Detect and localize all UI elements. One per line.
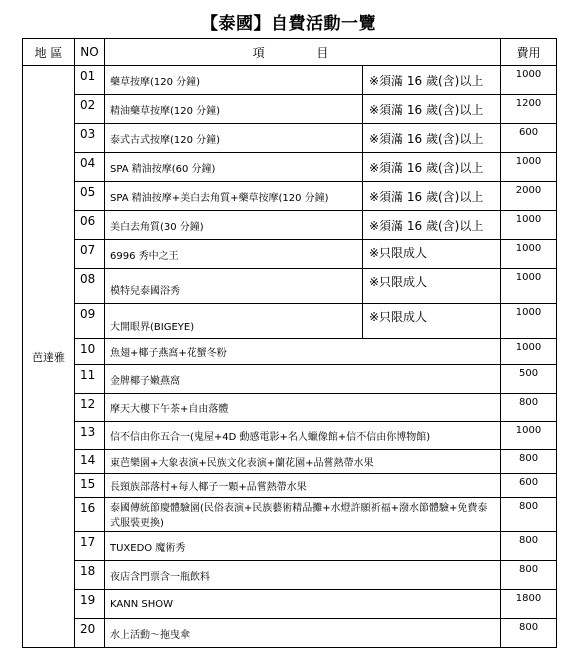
row-number: 02 [75,95,105,124]
item-note: ※只限成人 [363,240,501,269]
item-price: 1800 [501,590,557,619]
table-row [23,124,557,153]
row-number: 17 [75,532,105,561]
row-number: 07 [75,240,105,269]
row-number: 04 [75,153,105,182]
item-note: ※須滿 16 歲(含)以上 [363,66,501,95]
item-price: 1000 [501,304,557,339]
row-number: 10 [75,339,105,365]
page-title: 【泰國】自費活動一覽 [201,14,376,34]
item-name: 夜店含門票含一瓶飲料 [105,561,501,590]
row-number: 20 [75,619,105,648]
header-no: NO [75,39,105,66]
item-price: 800 [501,532,557,561]
item-name: 6996 秀中之王 [105,240,363,269]
table-row [23,66,557,95]
table-row [23,474,557,498]
item-note: ※須滿 16 歲(含)以上 [363,211,501,240]
table-row [23,590,557,619]
row-number: 12 [75,394,105,422]
row-number: 03 [75,124,105,153]
item-price: 2000 [501,182,557,211]
item-note: ※須滿 16 歲(含)以上 [363,95,501,124]
header-price: 費用 [501,39,557,66]
row-number: 16 [75,498,105,532]
item-name: TUXEDO 魔術秀 [105,532,501,561]
item-name: KANN SHOW [105,590,501,619]
item-name: 精油藥草按摩(120 分鐘) [105,95,363,124]
item-name: 金牌椰子嫩燕窩 [105,365,501,394]
item-price: 800 [501,619,557,648]
item-note: ※只限成人 [363,269,501,304]
item-name: 大開眼界(BIGEYE) [105,304,363,339]
row-number: 09 [75,304,105,339]
table-row [23,182,557,211]
item-price: 1000 [501,240,557,269]
table-row [23,561,557,590]
table-row [23,532,557,561]
item-price: 800 [501,450,557,474]
header-item: 項 目 [105,39,501,66]
item-note: ※須滿 16 歲(含)以上 [363,153,501,182]
item-note: ※須滿 16 歲(含)以上 [363,124,501,153]
table-row [23,95,557,124]
item-price: 1000 [501,211,557,240]
item-price: 1000 [501,422,557,450]
table-row [23,422,557,450]
table-row [23,365,557,394]
table-row [23,211,557,240]
item-name: 東芭樂園+大象表演+民族文化表演+蘭花園+品嘗熱帶水果 [105,450,501,474]
item-note: ※須滿 16 歲(含)以上 [363,182,501,211]
item-price: 600 [501,474,557,498]
item-price: 1000 [501,66,557,95]
item-price: 1000 [501,339,557,365]
item-name: 模特兒泰國浴秀 [105,269,363,304]
region-cell: 芭達雅 [23,66,75,648]
table-row [23,304,557,339]
table-row [23,619,557,648]
table-row [23,153,557,182]
table-row [23,339,557,365]
item-name: 信不信由你五合一(鬼屋+4D 動感電影+名人蠟像館+信不信由你博物館) [105,422,501,450]
item-note: ※只限成人 [363,304,501,339]
row-number: 13 [75,422,105,450]
item-price: 500 [501,365,557,394]
row-number: 14 [75,450,105,474]
item-price: 800 [501,498,557,532]
item-name: 水上活動～拖曳傘 [105,619,501,648]
item-name: 藥草按摩(120 分鐘) [105,66,363,95]
item-price: 800 [501,561,557,590]
row-number: 05 [75,182,105,211]
table-row [23,498,557,532]
row-number: 11 [75,365,105,394]
table-header-row [23,39,557,66]
item-price: 1000 [501,269,557,304]
row-number: 08 [75,269,105,304]
item-price: 600 [501,124,557,153]
item-price: 800 [501,394,557,422]
item-name: SPA 精油按摩(60 分鐘) [105,153,363,182]
row-number: 01 [75,66,105,95]
item-name: 泰國傳統節慶體驗園(民俗表演+民族藝術精品攤+水燈許願祈福+潑水節體驗+免費泰式服裝更換) [105,498,501,532]
item-name: 魚翅+椰子燕窩+花蟹冬粉 [105,339,501,365]
item-name: 美白去角質(30 分鐘) [105,211,363,240]
item-name: SPA 精油按摩+美白去角質+藥草按摩(120 分鐘) [105,182,363,211]
row-number: 06 [75,211,105,240]
table-row [23,240,557,269]
item-price: 1000 [501,153,557,182]
item-price: 1200 [501,95,557,124]
row-number: 15 [75,474,105,498]
row-number: 18 [75,561,105,590]
item-name: 泰式古式按摩(120 分鐘) [105,124,363,153]
table-row [23,269,557,304]
header-region: 地 區 [23,39,75,66]
item-name: 長頸族部落村+每人椰子一顆+品嘗熱帶水果 [105,474,501,498]
table-row [23,450,557,474]
activity-table [22,38,557,648]
item-name: 摩天大樓下午茶+自由落體 [105,394,501,422]
table-row [23,394,557,422]
row-number: 19 [75,590,105,619]
